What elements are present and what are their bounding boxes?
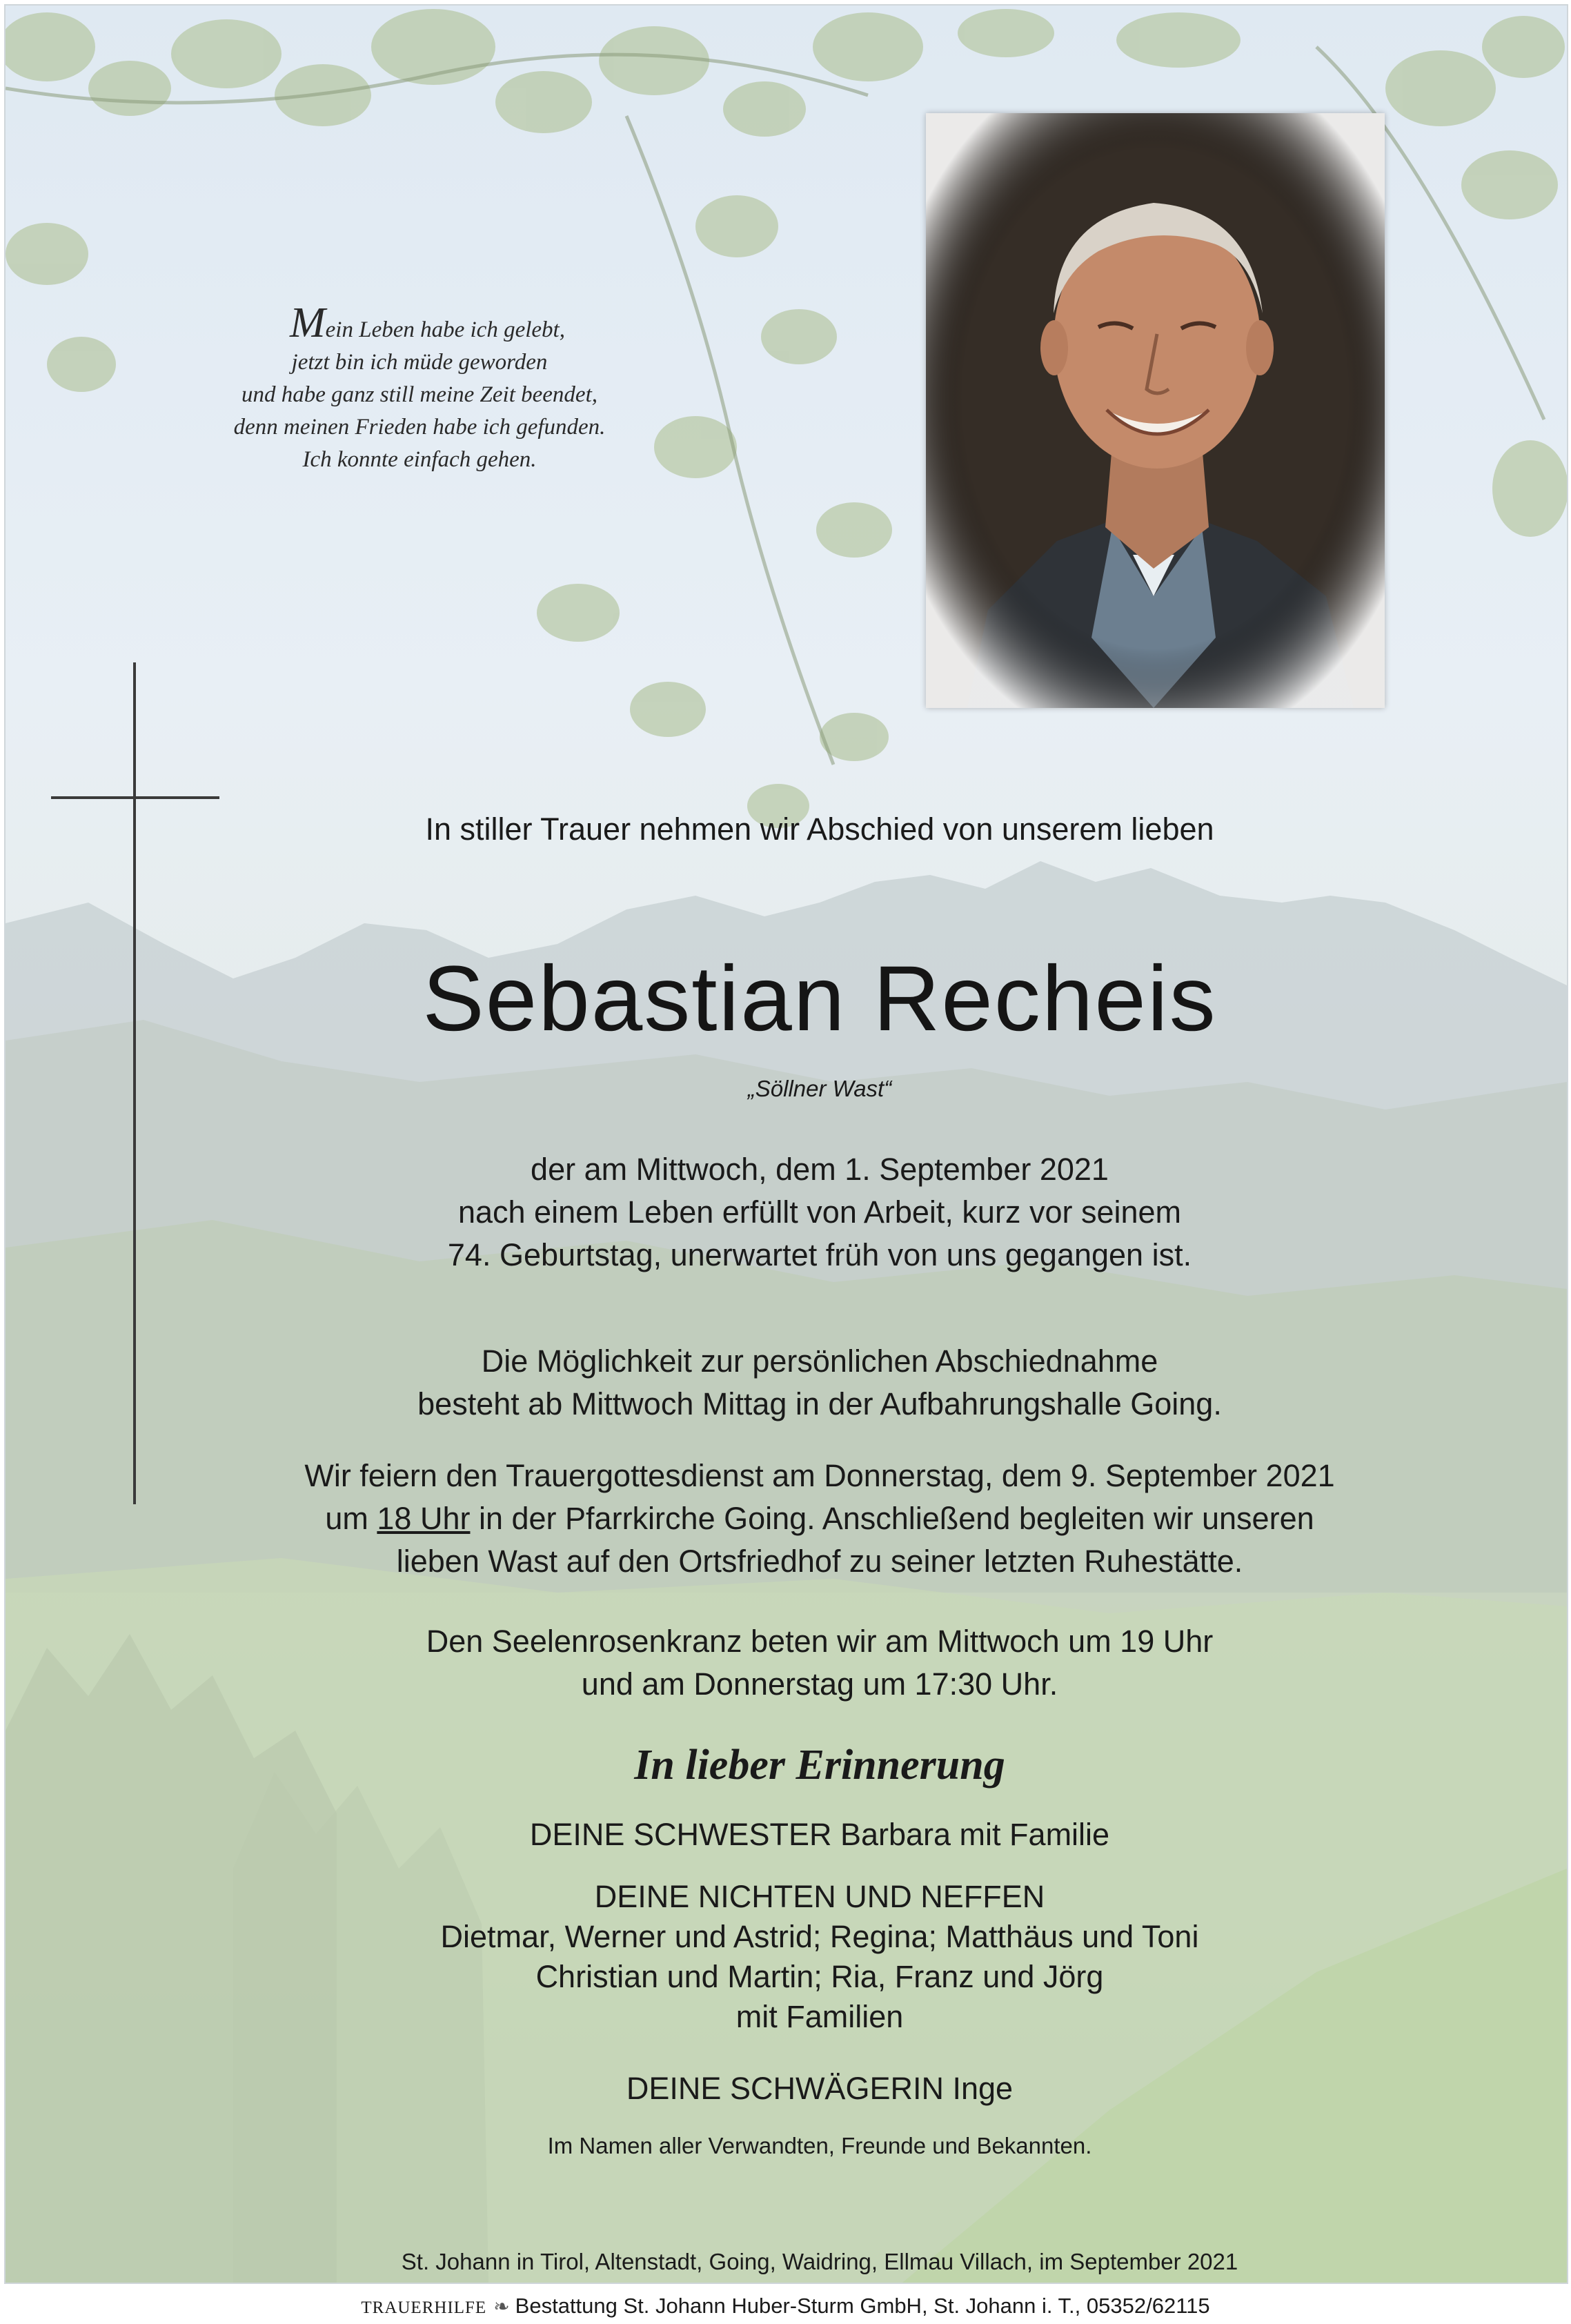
nieces-line: Dietmar, Werner und Astrid; Regina; Matthäus und Toni	[440, 1919, 1199, 1954]
service-line-prefix: um	[325, 1501, 377, 1536]
poem-line: Ich konnte einfach gehen.	[302, 447, 537, 472]
service-line: lieben Wast auf den Ortsfriedhof zu seiner letzten Ruhestätte.	[396, 1544, 1243, 1579]
funeral-home-details: Bestattung St. Johann Huber-Sturm GmbH, St. Johann i. T., 05352/62115	[515, 2294, 1210, 2318]
intro-text: In stiller Trauer nehmen wir Abschied von unserem lieben	[425, 811, 1214, 847]
viewing-line: Die Möglichkeit zur persönlichen Abschiednahme	[481, 1343, 1158, 1379]
nieces-line: mit Familien	[735, 1999, 904, 2034]
portrait-illustration	[926, 113, 1385, 708]
poem-line: und habe ganz still meine Zeit beendet,	[241, 382, 597, 407]
poem-first-line-text: ein Leben habe ich gelebt,	[325, 317, 565, 342]
deceased-nickname: „Söllner Wast“	[747, 1076, 892, 1101]
service-line	[102, 1497, 1537, 1540]
service-line: Wir feiern den Trauergottesdienst am Donnerstag, dem 9. September 2021	[304, 1458, 1335, 1493]
poem-first-line	[233, 299, 606, 346]
places-and-date: St. Johann in Tirol, Altenstadt, Going, Waidring, Ellmau Villach, im September 2021	[401, 2249, 1238, 2274]
cross-horizontal-bar	[51, 796, 219, 799]
death-notice-paragraph	[102, 1148, 1537, 1277]
mourner-nieces-nephews	[102, 1877, 1537, 2037]
death-notice-line: der am Mittwoch, dem 1. September 2021	[531, 1152, 1109, 1187]
service-line-rest: in der Pfarrkirche Going. Anschließend begleiten wir unseren	[470, 1501, 1314, 1536]
memory-heading: In lieber Erinnerung	[634, 1742, 1005, 1789]
funeral-service-paragraph	[102, 1455, 1537, 1583]
rosary-line: und am Donnerstag um 17:30 Uhr.	[581, 1666, 1058, 1702]
mourner-sister-in-law: DEINE SCHWÄGERIN Inge	[626, 2071, 1014, 2106]
brand-name: TRAUERHILFE	[361, 2298, 487, 2317]
portrait-photo	[926, 113, 1385, 708]
mourner-sister: DEINE SCHWESTER Barbara mit Familie	[529, 1817, 1110, 1852]
deceased-name: Sebastian Recheis	[422, 947, 1217, 1050]
leaf-icon: ❧	[493, 2296, 510, 2317]
death-notice-line: nach einem Leben erfüllt von Arbeit, kurz vor seinem	[457, 1194, 1182, 1230]
memorial-poem	[233, 299, 606, 476]
death-notice-line: 74. Geburtstag, unerwartet früh von uns gegangen ist.	[447, 1237, 1192, 1272]
obituary-card	[4, 4, 1568, 2284]
rosary-line: Den Seelenrosenkranz beten wir am Mittwoch um 19 Uhr	[426, 1624, 1214, 1659]
viewing-paragraph	[102, 1340, 1537, 1426]
poem-initial: M	[290, 299, 326, 346]
service-time: 18 Uhr	[377, 1501, 471, 1536]
poem-line: jetzt bin ich müde geworden	[291, 350, 548, 375]
funeral-home-footer	[0, 2292, 1571, 2322]
on-behalf-text: Im Namen aller Verwandten, Freunde und Bekannten.	[547, 2133, 1092, 2158]
nieces-title: DEINE NICHTEN UND NEFFEN	[594, 1879, 1045, 1914]
nieces-line: Christian und Martin; Ria, Franz und Jörg	[535, 1959, 1104, 1994]
rosary-paragraph	[102, 1620, 1537, 1706]
viewing-line: besteht ab Mittwoch Mittag in der Aufbahrungshalle Going.	[417, 1386, 1222, 1421]
poem-line: denn meinen Frieden habe ich gefunden.	[233, 415, 606, 440]
